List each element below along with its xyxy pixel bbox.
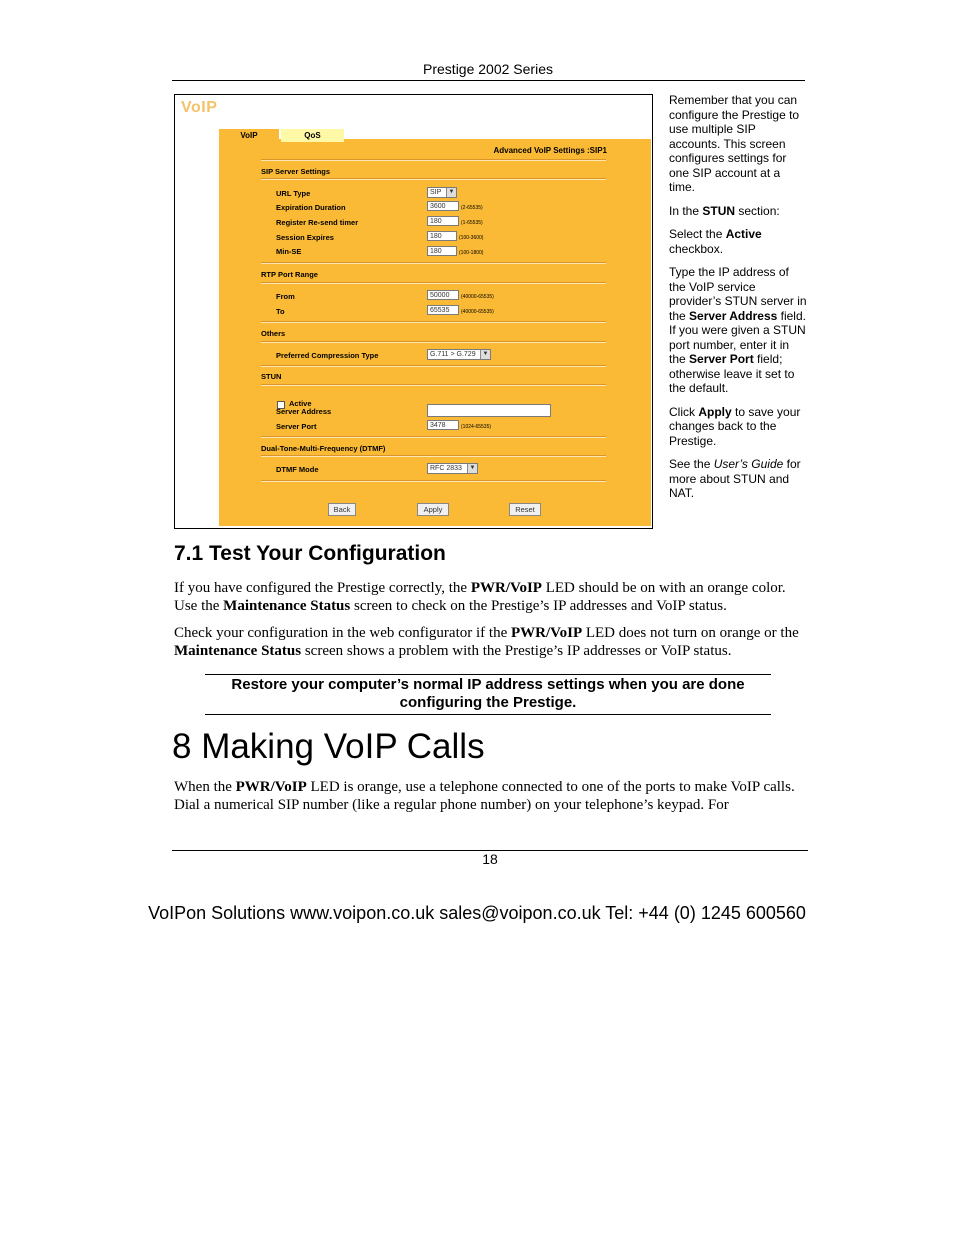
divider <box>261 321 606 323</box>
stun-active-label: Active <box>289 399 312 408</box>
divider <box>261 341 606 343</box>
session-label: Session Expires <box>276 233 334 242</box>
divider <box>261 480 606 482</box>
page-header: Prestige 2002 Series <box>423 61 553 77</box>
dtmf-mode-select[interactable]: RFC 2833 ▼ <box>427 463 478 474</box>
paragraph: When the PWR/VoIP LED is orange, use a telephone connected to one of the ports to make VoIP calls. Dial a numerical SIP number (like a regular phone number) on your telephone’s keypad. For <box>174 779 795 813</box>
paragraph: Check your configuration in the web configurator if the PWR/VoIP LED does not turn on orange or the Maintenance Status screen shows a problem with the Prestige’s IP addresses or VoIP status. <box>174 625 799 659</box>
session-range: (100-3600) <box>459 235 484 241</box>
tab-voip[interactable]: VoIP <box>219 129 279 142</box>
rtp-from-range: (40000-65535) <box>461 294 494 300</box>
dtmf-section-title: Dual-Tone-Multi-Frequency (DTMF) <box>261 444 386 453</box>
divider <box>261 178 606 180</box>
compression-select[interactable]: G.711 > G.729 ▼ <box>427 349 491 360</box>
dtmf-mode-label: DTMF Mode <box>276 465 319 474</box>
server-port-input[interactable]: 3478 <box>427 420 459 430</box>
resend-label: Register Re-send timer <box>276 218 359 227</box>
apply-button[interactable]: Apply <box>417 503 449 516</box>
tab-qos[interactable]: QoS <box>281 129 344 142</box>
resend-range: (1-65535) <box>461 220 483 226</box>
header-rule <box>172 80 805 81</box>
divider <box>261 436 606 438</box>
panel-title: Advanced VoIP Settings :SIP1 <box>493 146 607 155</box>
rtp-from-label: From <box>276 292 295 301</box>
divider <box>261 262 606 264</box>
paragraph: If you have configured the Prestige correctly, the PWR/VoIP LED should be on with an orange color. Use the Maintenance Status screen to check on the Prestige’s IP addresses and VoIP status. <box>174 580 786 614</box>
note-rule-top <box>205 674 771 675</box>
minse-range: (100-1800) <box>459 250 484 256</box>
side-note: Select the Active checkbox. <box>669 227 762 256</box>
resend-input[interactable]: 180 <box>427 216 459 226</box>
rtp-to-input[interactable]: 65535 <box>427 305 459 315</box>
url-type-select[interactable]: SIP ▼ <box>427 187 457 198</box>
side-note: Click Apply to save your changes back to the Prestige. <box>669 404 801 448</box>
side-note: Remember that you can configure the Prestige to use multiple SIP accounts. This screen configures settings for one SIP account at a time. <box>669 93 800 194</box>
rtp-section-title: RTP Port Range <box>261 270 318 279</box>
settings-panel <box>219 131 651 526</box>
chevron-down-icon: ▼ <box>480 350 490 359</box>
note-rule-bottom <box>205 714 771 715</box>
chevron-down-icon: ▼ <box>467 464 477 473</box>
side-notes <box>669 93 807 510</box>
chevron-down-icon: ▼ <box>446 188 456 197</box>
page-number: 18 <box>482 851 498 867</box>
side-note: See the User’s Guide for more about STUN and NAT. <box>669 457 801 500</box>
server-address-input[interactable] <box>427 404 551 417</box>
compression-label: Preferred Compression Type <box>276 351 379 360</box>
side-note: In the STUN section: <box>669 203 780 218</box>
divider <box>261 455 606 457</box>
expiration-range: (2-65535) <box>461 205 483 211</box>
minse-label: Min-SE <box>276 247 302 256</box>
chapter-heading: 8 Making VoIP Calls <box>172 727 485 766</box>
note: Restore your computer’s normal IP address settings when you are done configuring the Prestige. <box>231 676 745 711</box>
expiration-label: Expiration Duration <box>276 203 346 212</box>
stun-section-title: STUN <box>261 372 282 381</box>
rtp-to-range: (40000-65535) <box>461 309 494 315</box>
divider <box>261 384 606 386</box>
expiration-input[interactable]: 3600 <box>427 201 459 211</box>
divider <box>261 365 606 367</box>
server-address-label: Server Address <box>276 407 332 416</box>
rtp-from-input[interactable]: 50000 <box>427 290 459 300</box>
sip-section-title: SIP Server Settings <box>261 167 331 176</box>
server-port-label: Server Port <box>276 422 317 431</box>
server-port-range: (1024-65535) <box>461 424 492 430</box>
side-note: Type the IP address of the VoIP service provider’s STUN server in the Server Address field. If you were given a STUN port number, enter it in the Server Port field; otherwise leave it set to the default. <box>669 265 807 395</box>
reset-button[interactable]: Reset <box>509 503 541 516</box>
rtp-to-label: To <box>276 307 285 316</box>
voip-screenshot <box>174 94 653 529</box>
others-section-title: Others <box>261 329 286 338</box>
url-type-label: URL Type <box>276 189 311 198</box>
session-input[interactable]: 180 <box>427 231 457 241</box>
voip-logo: VoIP <box>181 99 218 116</box>
back-button[interactable]: Back <box>328 503 356 516</box>
section-heading: 7.1 Test Your Configuration <box>174 542 446 565</box>
minse-input[interactable]: 180 <box>427 246 457 256</box>
footer: VoIPon Solutions www.voipon.co.uk sales@voipon.co.uk Tel: +44 (0) 1245 600560 <box>148 903 806 923</box>
divider <box>261 159 606 161</box>
divider <box>261 282 606 284</box>
